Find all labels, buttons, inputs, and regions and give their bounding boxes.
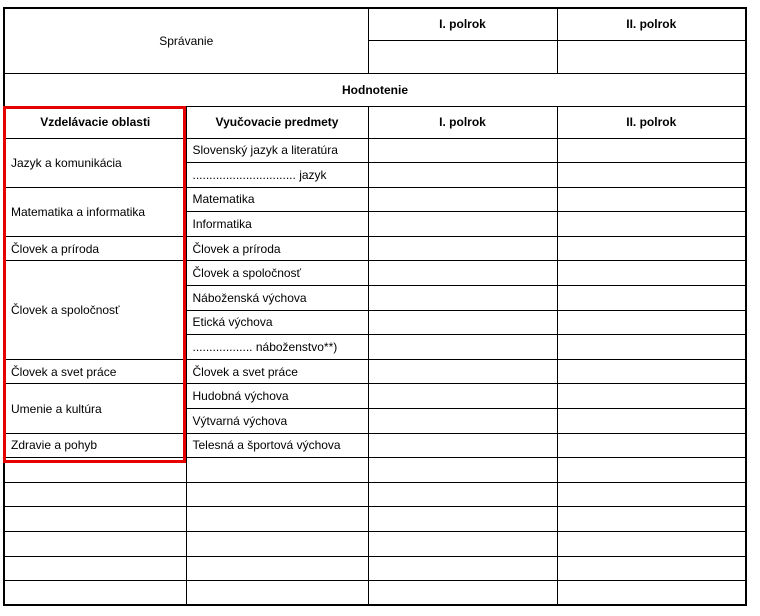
grade-term1-cell[interactable] <box>368 384 557 409</box>
table-row <box>4 236 746 261</box>
empty-subject-cell[interactable] <box>186 482 368 507</box>
col-header-areas: Vzdelávacie oblasti <box>4 106 186 138</box>
empty-term2-cell[interactable] <box>557 507 746 532</box>
grade-term2-cell[interactable] <box>557 212 746 237</box>
subject-name: Človek a spoločnosť <box>186 261 368 286</box>
empty-subject-cell[interactable] <box>186 556 368 581</box>
subject-rows <box>4 138 746 605</box>
grade-term1-cell[interactable] <box>368 359 557 384</box>
empty-subject-cell[interactable] <box>186 507 368 532</box>
empty-row <box>4 482 746 507</box>
empty-row <box>4 581 746 606</box>
empty-term2-cell[interactable] <box>557 458 746 483</box>
behavior-term1-cell[interactable] <box>368 40 557 73</box>
empty-row <box>4 458 746 483</box>
col-header-term1: I. polrok <box>368 106 557 138</box>
grade-term1-cell[interactable] <box>368 236 557 261</box>
empty-subject-cell[interactable] <box>186 581 368 606</box>
grade-term2-cell[interactable] <box>557 236 746 261</box>
grade-term1-cell[interactable] <box>368 335 557 360</box>
table-row <box>4 138 746 163</box>
grade-term1-cell[interactable] <box>368 286 557 311</box>
empty-term1-cell[interactable] <box>368 556 557 581</box>
area-name: Umenie a kultúra <box>4 384 186 433</box>
subject-name: Slovenský jazyk a literatúra <box>186 138 368 163</box>
grade-term2-cell[interactable] <box>557 335 746 360</box>
grade-term2-cell[interactable] <box>557 261 746 286</box>
evaluation-title: Hodnotenie <box>4 73 746 106</box>
empty-area-cell[interactable] <box>4 507 186 532</box>
subject-name: Telesná a športová výchova <box>186 433 368 458</box>
empty-area-cell[interactable] <box>4 532 186 557</box>
table-row <box>4 384 746 409</box>
subject-name: Informatika <box>186 212 368 237</box>
behavior-label: Správanie <box>4 8 368 73</box>
behavior-term2-cell[interactable] <box>557 40 746 73</box>
area-name: Človek a spoločnosť <box>4 261 186 359</box>
area-name: Človek a svet práce <box>4 359 186 384</box>
empty-row <box>4 556 746 581</box>
grade-term1-cell[interactable] <box>368 433 557 458</box>
empty-area-cell[interactable] <box>4 556 186 581</box>
subject-name: Etická výchova <box>186 310 368 335</box>
behavior-term1-header: I. polrok <box>368 8 557 40</box>
empty-term1-cell[interactable] <box>368 581 557 606</box>
grade-term1-cell[interactable] <box>368 409 557 434</box>
col-header-subjects: Vyučovacie predmety <box>186 106 368 138</box>
empty-term1-cell[interactable] <box>368 482 557 507</box>
area-name: Zdravie a pohyb <box>4 433 186 458</box>
table-row <box>4 187 746 212</box>
area-name: Jazyk a komunikácia <box>4 138 186 187</box>
grade-term2-cell[interactable] <box>557 433 746 458</box>
subject-name: Matematika <box>186 187 368 212</box>
empty-term1-cell[interactable] <box>368 507 557 532</box>
subject-name: ............................... jazyk <box>186 163 368 188</box>
subject-name: .................. náboženstvo**) <box>186 335 368 360</box>
report-card-table <box>3 7 747 606</box>
grade-term1-cell[interactable] <box>368 187 557 212</box>
subject-name: Výtvarná výchova <box>186 409 368 434</box>
grade-term1-cell[interactable] <box>368 261 557 286</box>
grade-term2-cell[interactable] <box>557 286 746 311</box>
subject-name: Hudobná výchova <box>186 384 368 409</box>
subject-name: Človek a svet práce <box>186 359 368 384</box>
grade-term1-cell[interactable] <box>368 310 557 335</box>
empty-row <box>4 507 746 532</box>
grade-term2-cell[interactable] <box>557 409 746 434</box>
empty-area-cell[interactable] <box>4 482 186 507</box>
area-name: Človek a príroda <box>4 236 186 261</box>
col-header-term2: II. polrok <box>557 106 746 138</box>
grade-term1-cell[interactable] <box>368 163 557 188</box>
grade-term2-cell[interactable] <box>557 138 746 163</box>
empty-row <box>4 532 746 557</box>
empty-subject-cell[interactable] <box>186 532 368 557</box>
grade-term2-cell[interactable] <box>557 310 746 335</box>
empty-term2-cell[interactable] <box>557 482 746 507</box>
empty-subject-cell[interactable] <box>186 458 368 483</box>
empty-term1-cell[interactable] <box>368 458 557 483</box>
area-name: Matematika a informatika <box>4 187 186 236</box>
grade-term1-cell[interactable] <box>368 138 557 163</box>
empty-term2-cell[interactable] <box>557 532 746 557</box>
empty-term2-cell[interactable] <box>557 556 746 581</box>
subject-name: Náboženská výchova <box>186 286 368 311</box>
empty-term2-cell[interactable] <box>557 581 746 606</box>
grade-term1-cell[interactable] <box>368 212 557 237</box>
table-row <box>4 359 746 384</box>
grade-term2-cell[interactable] <box>557 359 746 384</box>
subject-name: Človek a príroda <box>186 236 368 261</box>
behavior-term2-header: II. polrok <box>557 8 746 40</box>
empty-area-cell[interactable] <box>4 458 186 483</box>
grade-term2-cell[interactable] <box>557 384 746 409</box>
grade-term2-cell[interactable] <box>557 187 746 212</box>
table-row <box>4 261 746 286</box>
table-row <box>4 433 746 458</box>
empty-term1-cell[interactable] <box>368 532 557 557</box>
empty-area-cell[interactable] <box>4 581 186 606</box>
grade-term2-cell[interactable] <box>557 163 746 188</box>
